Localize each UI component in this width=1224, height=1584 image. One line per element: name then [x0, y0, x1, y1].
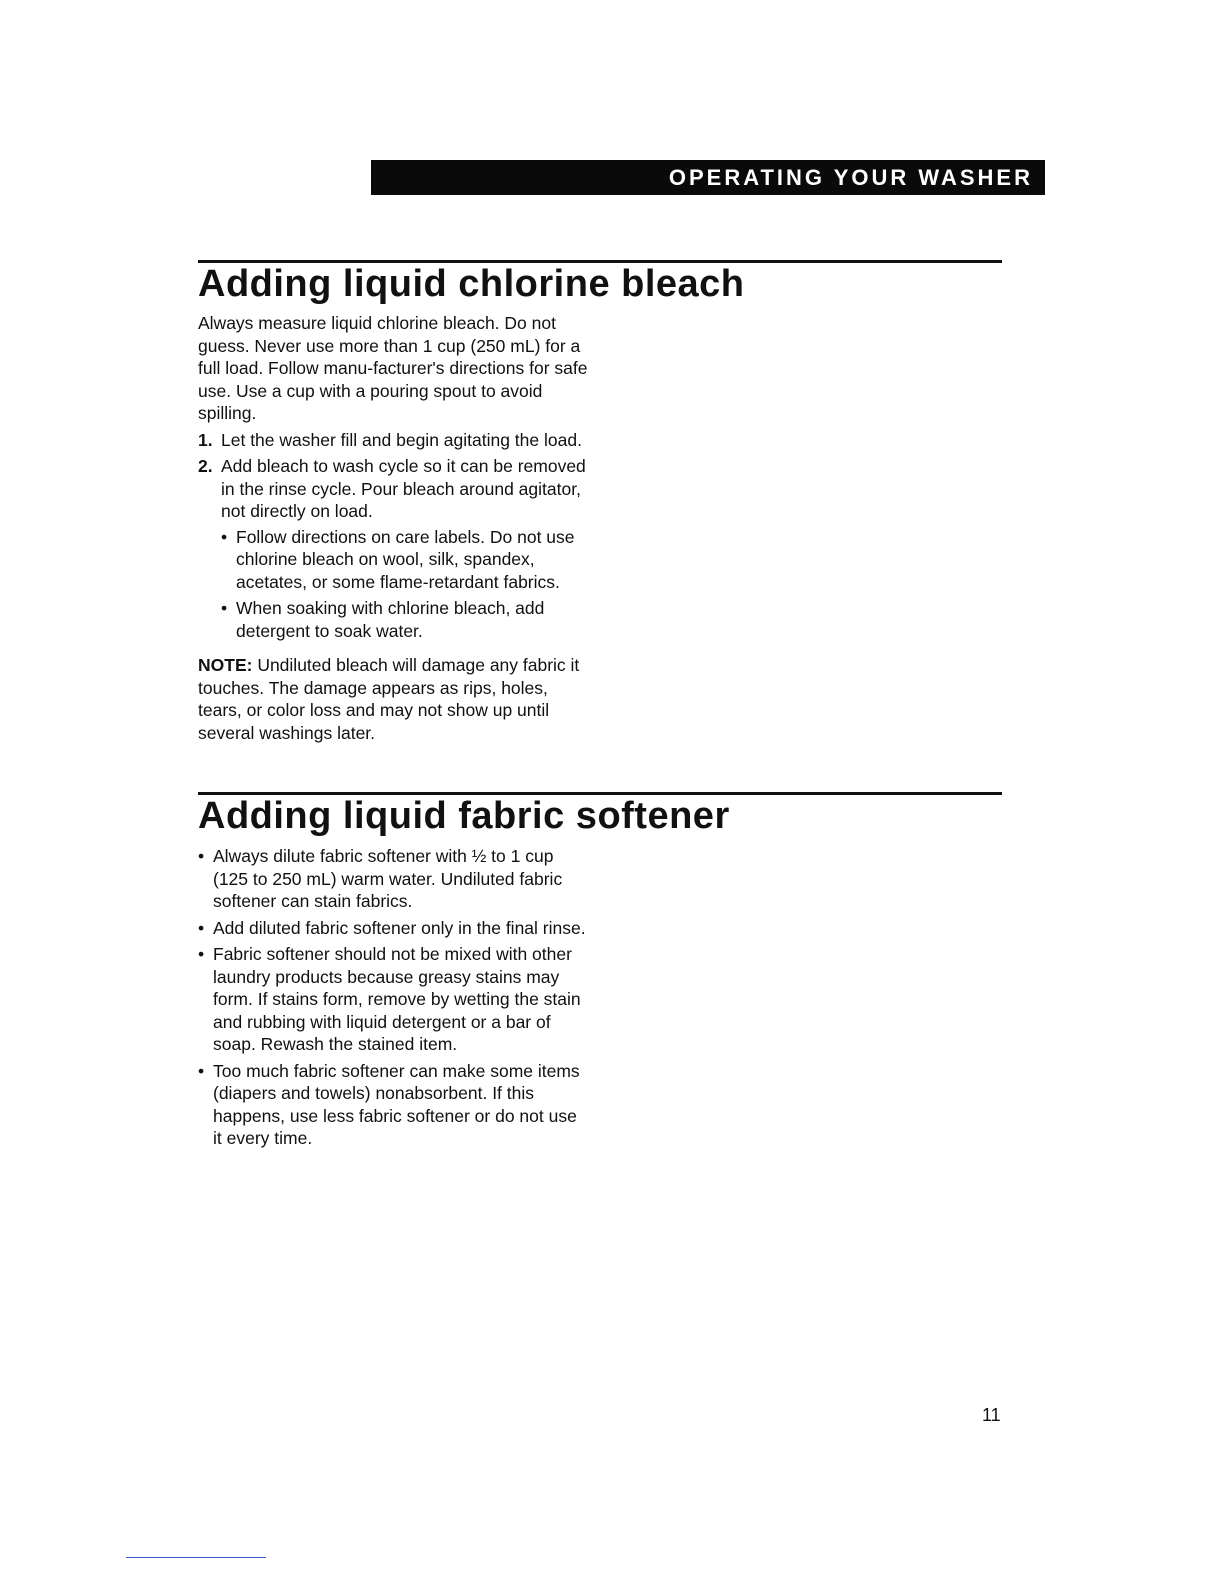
- bullet-icon: •: [221, 598, 228, 618]
- list-item: [198, 1060, 588, 1150]
- list-item: [221, 597, 588, 642]
- bullet-icon: •: [221, 526, 228, 547]
- bleach-content: [198, 312, 588, 744]
- step-number: 2.: [198, 456, 213, 476]
- bullet-icon: •: [198, 917, 205, 938]
- page-number: 11: [982, 1405, 1001, 1425]
- step-text: Add bleach to wash cycle so it can be removed in the rinse cycle. Pour bleach around agitator, not directly on load.: [221, 456, 586, 521]
- bullet-text: Follow directions on care labels. Do not use chlorine bleach on wool, silk, spandex, acetates, or some flame-retardant fabrics.: [236, 526, 575, 592]
- heading-softener: Adding liquid fabric softener: [198, 795, 730, 837]
- bullet-text: Fabric softener should not be mixed with other laundry products because greasy stains may form. If stains form, remove by wetting the stain and rubbing with liquid detergent or a bar of soap. Rewash the stained item.: [213, 944, 581, 1054]
- bullet-text: When soaking with chlorine bleach, add detergent to soak water.: [236, 598, 545, 641]
- note-text: Undiluted bleach will damage any fabric it touches. The damage appears as rips, holes, tears, or color loss and may not show up until several washings later.: [198, 655, 580, 743]
- list-item: [198, 429, 588, 452]
- bullet-icon: •: [198, 944, 205, 964]
- step-text: Let the washer fill and begin agitating the load.: [221, 429, 582, 450]
- softener-bullets: [198, 845, 588, 1150]
- list-item: [198, 943, 588, 1056]
- bullet-text: Always dilute fabric softener with ½ to 1 cup (125 to 250 mL) warm water. Undiluted fabric softener can stain fabrics.: [213, 846, 563, 911]
- heading-bleach: Adding liquid chlorine bleach: [198, 263, 745, 305]
- step-number: 1.: [198, 429, 213, 450]
- scan-artifact-line: [126, 1557, 266, 1558]
- bleach-steps: [198, 429, 588, 643]
- bullet-text: Add diluted fabric softener only in the final rinse.: [213, 917, 586, 938]
- bleach-note: [198, 654, 588, 744]
- list-item: [198, 917, 588, 940]
- note-label: NOTE:: [198, 655, 253, 675]
- list-item: [198, 845, 588, 913]
- list-item: [198, 455, 588, 642]
- list-item: [221, 526, 588, 594]
- softener-content: [198, 845, 588, 1154]
- bleach-intro: Always measure liquid chlorine bleach. Do not guess. Never use more than 1 cup (250 mL) for a full load. Follow manu-facturer's directions for safe use. Use a cup with a pouring spout to avoid spilling.: [198, 313, 588, 423]
- bullet-icon: •: [198, 1060, 205, 1081]
- bleach-bullets: [221, 526, 588, 643]
- bullet-text: Too much fabric softener can make some items (diapers and towels) nonabsorbent. If this happens, use less fabric softener or do not use it every time.: [213, 1060, 580, 1148]
- section-header-bar: OPERATING YOUR WASHER: [371, 160, 1045, 195]
- bullet-icon: •: [198, 846, 205, 866]
